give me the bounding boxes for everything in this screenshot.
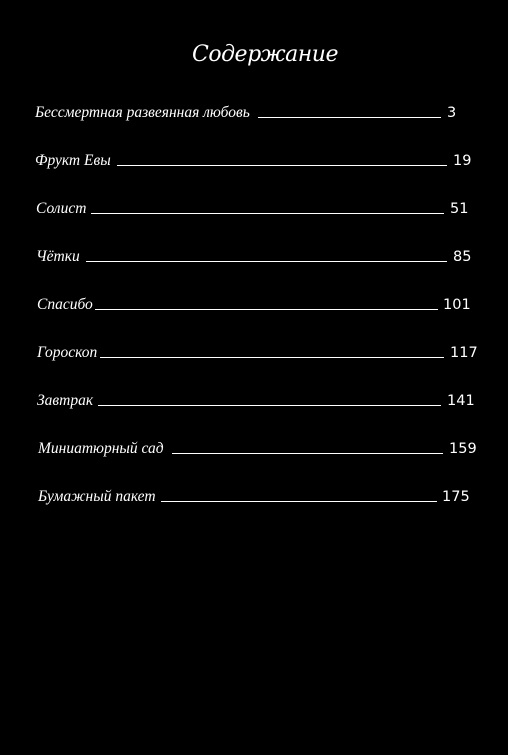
toc-entry-title: Чётки [36, 248, 80, 265]
toc-entry-title: Бумажный пакет [38, 488, 156, 505]
toc-entry-title: Спасибо [37, 296, 93, 313]
toc-entry-title: Бессмертная развеянная любовь [35, 104, 250, 121]
toc-leader-line [91, 213, 444, 214]
toc-page-number: 175 [442, 489, 470, 505]
toc-page-number: 19 [453, 153, 472, 169]
toc-leader-line [98, 405, 441, 406]
toc-entry-title: Солист [36, 200, 87, 217]
toc-page-number: 117 [450, 345, 478, 361]
toc-entry-title: Гороскоп [37, 344, 98, 361]
toc-leader-line [172, 453, 443, 454]
toc-leader-line [86, 261, 447, 262]
toc-page-number: 51 [450, 201, 469, 217]
toc-leader-line [161, 501, 437, 502]
page-title: Содержание [192, 42, 338, 67]
toc-entry-title: Фрукт Евы [35, 152, 111, 169]
toc-page-number: 85 [453, 249, 472, 265]
toc-page-number: 3 [447, 105, 457, 121]
toc-leader-line [117, 165, 447, 166]
toc-entry-title: Миниатюрный сад [38, 440, 164, 457]
toc-page-number: 159 [449, 441, 477, 457]
toc-leader-line [258, 117, 441, 118]
toc-leader-line [100, 357, 444, 358]
toc-leader-line [95, 309, 438, 310]
toc-page-number: 141 [447, 393, 475, 409]
toc-page-number: 101 [443, 297, 471, 313]
toc-entry-title: Завтрак [37, 392, 94, 409]
